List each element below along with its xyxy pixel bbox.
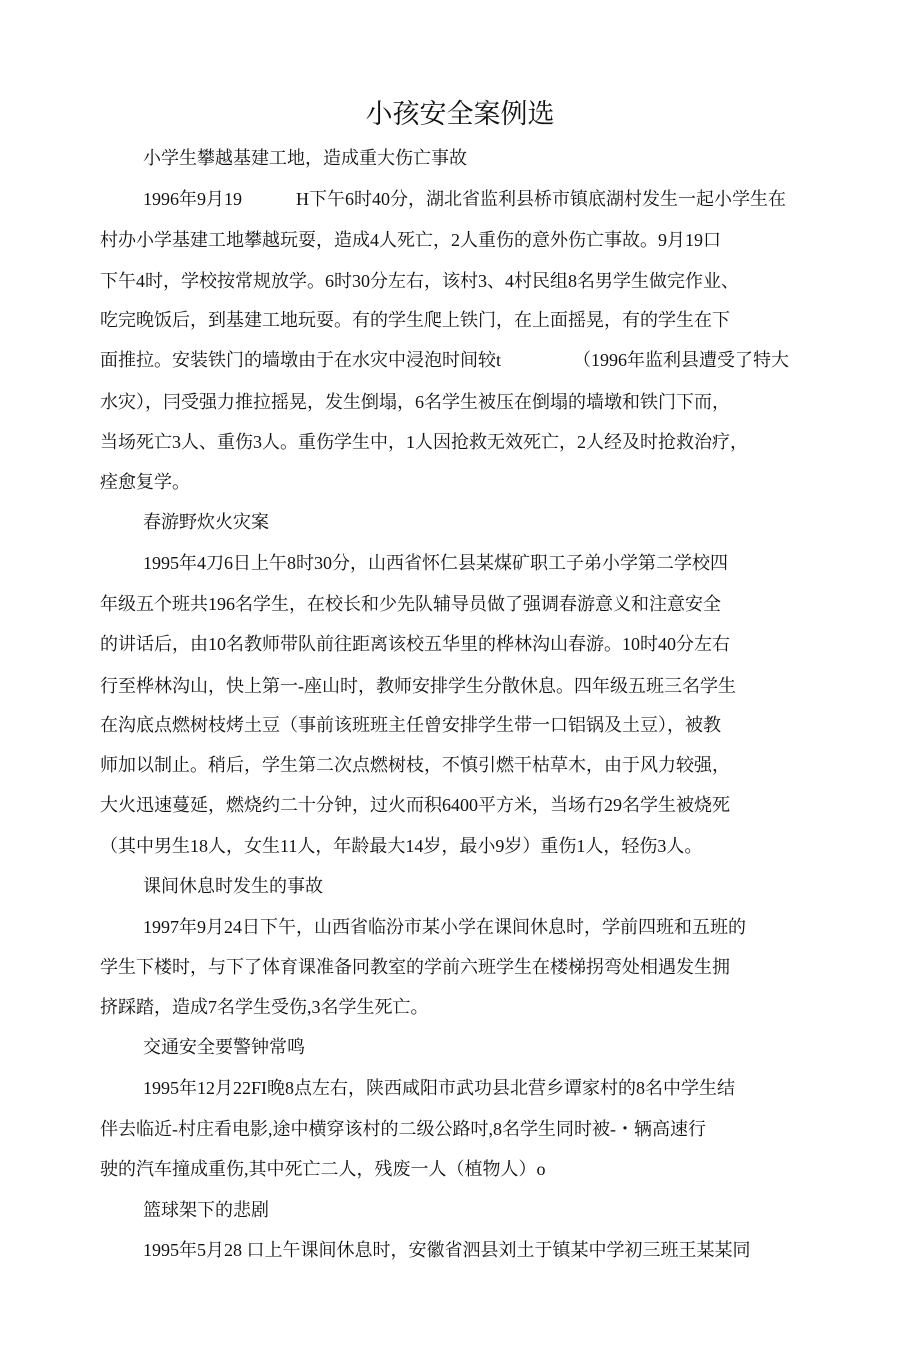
paragraph-line: 水灾），冃受强力推拉摇晃，发生倒塌，6名学生被压在倒塌的墙墩和铁门下而， — [100, 392, 730, 412]
section-heading: 春游野炊火灾案 — [143, 512, 269, 532]
paragraph-line: 在沟底点燃树枝烤土豆（事前该班班主任曾安排学生带一口铝锅及土豆），被教 — [100, 715, 721, 735]
paragraph-line: 挤踩踏，造成7名学生受伤,3名学生死亡。 — [100, 997, 429, 1017]
section-heading: 课间休息时发生的事故 — [143, 876, 323, 896]
paragraph-line: 1997年9月24日下午，山西省临汾市某小学在课间休息时，学前四班和五班的 — [143, 917, 746, 937]
paragraph-line: 1996年9月19 H下午6时40分，湖北省监利县桥市镇底湖村发生一起小学生在 — [143, 189, 786, 209]
paragraph-line: 1995年5月28 口上午课间休息时，安徽省泗县刘土于镇某中学初三班王某某同 — [143, 1240, 751, 1260]
section-heading: 小学生攀越基建工地，造成重大伤亡事故 — [143, 148, 467, 168]
paragraph-line: 驶的汽车撞成重伤,其中死亡二人，残废一人（植物人）o — [100, 1159, 546, 1179]
paragraph-line: 行至桦林沟山，快上第一-座山时，教师安排学生分散休息。四年级五班三名学生 — [100, 676, 736, 696]
paragraph-line: 吃完晚饭后，到基建工地玩耍。有的学生爬上铁门，在上面摇晃，有的学生在下 — [100, 310, 730, 330]
section-heading: 交通安全要警钟常鸣 — [143, 1037, 305, 1057]
paragraph-line: 的讲话后，由10名教师带队前往距离该校五华里的桦林沟山春游。10时40分左右 — [100, 634, 730, 654]
paragraph-line: 面推拉。安装铁门的墙墩由于在水灾中浸泡时间较t （1996年监利县遭受了特大 — [100, 350, 789, 370]
paragraph-line: 年级五个班共196名学生，在校长和少先队辅导员做了强调春游意义和注意安全 — [100, 594, 721, 614]
section-heading: 篮球架下的悲剧 — [143, 1200, 269, 1220]
paragraph-line: 当场死亡3人、重伤3人。重伤学生中，1人因抢救无效死亡，2人经及时抢救治疗， — [100, 432, 748, 452]
paragraph-line: 村办小学基建工地攀越玩耍，造成4人死亡，2人重伤的意外伤亡事故。9月19口 — [100, 230, 721, 250]
paragraph-line: 痊愈复学。 — [100, 472, 190, 492]
paragraph-line: 师加以制止。稍后，学生第二次点燃树枝，不慎引燃干枯草木，由于风力较强， — [100, 755, 730, 775]
paragraph-line: （其中男生18人，女生11人，年龄最大14岁，最小9岁）重伤1人，轻伤3人。 — [100, 836, 703, 856]
paragraph-line: 下午4时，学校按常规放学。6时30分左右，该村3、4村民组8名男学生做完作业、 — [100, 271, 739, 291]
paragraph-line: 大火迅速蔓延，燃烧约二十分钟，过火而积6400平方米，当场冇29名学生被烧死 — [100, 795, 730, 815]
paragraph-line: 1995年12月22FI晚8点左右，陕西咸阳市武功县北营乡谭家村的8名中学生结 — [143, 1078, 736, 1098]
paragraph-line: 学生下楼时，与下了体育课准备冋教室的学前六班学生在楼梯拐弯处相遇发生拥 — [100, 957, 730, 977]
paragraph-line: 1995年4刀6日上午8时30分，山西省怀仁县某煤矿职工子弟小学第二学校四 — [143, 553, 728, 573]
paragraph-line: 伴去临近-村庄看电影,途中横穿该村的二级公路吋,8名学生同时被-・辆高速行 — [100, 1119, 706, 1139]
document-title: 小孩安全案例选 — [365, 99, 555, 129]
